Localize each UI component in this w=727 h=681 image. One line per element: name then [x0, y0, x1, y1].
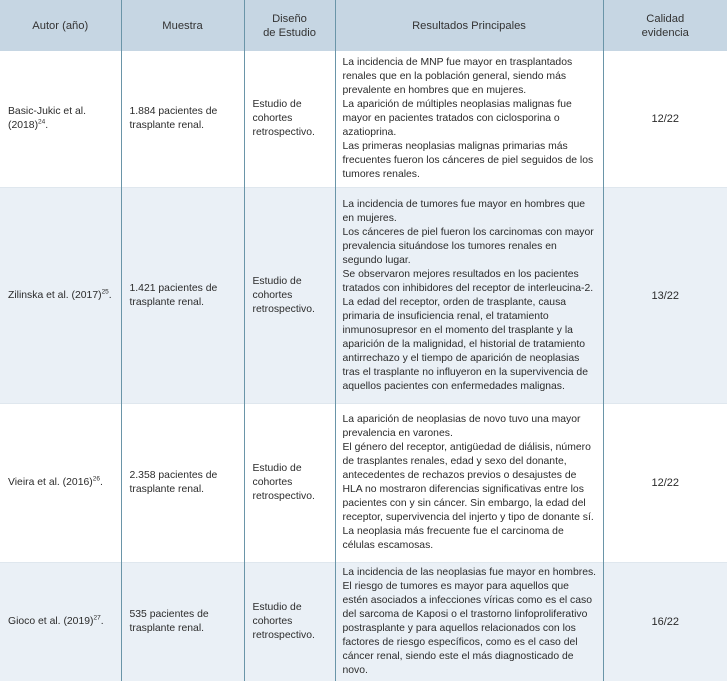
table-row	[0, 188, 727, 404]
author-cell: Basic-Jukic et al. $(2018)^{24}$.	[0, 51, 121, 188]
header-row	[0, 0, 727, 51]
result-line: La edad del receptor, orden de trasplante, causa primaria de insuficiencia renal, el tratamiento inmunosupresor en el momento del trasplante y la aparición de la malignidad, el historial de tratamiento antirrechazo y el tiempo de aparición de neoplasias tras el trasplante no influyeron en la supervivencia de aquellos pacientes con enfermedades malignas.	[343, 296, 597, 394]
design-cell: Estudio de cohortes retrospectivo.	[244, 188, 335, 404]
result-line: La incidencia de las neoplasias fue mayor en hombres.	[343, 566, 597, 580]
author-name: Zilinska et al. (2017)	[8, 290, 102, 301]
result-line: La aparición de múltiples neoplasias malignas fue mayor en pacientes tratados con ciclosporina o azatioprina.	[343, 98, 597, 140]
result-line: Se observaron mejores resultados en los pacientes tratados con inhibidores del receptor de interleucina-2.	[343, 268, 597, 296]
header-results	[335, 0, 603, 51]
header-author	[0, 0, 121, 51]
header-design-label-2: de Estudio	[249, 26, 331, 40]
header-sample-label: Muestra	[126, 19, 240, 33]
quality-cell: 16/22	[603, 563, 727, 681]
results-cell	[335, 51, 603, 188]
table-row	[0, 404, 727, 563]
sample-cell: 2.358 pacientes de trasplante renal.	[121, 404, 244, 563]
result-line: El género del receptor, antigüedad de diálisis, número de trasplantes renales, edad y sexo del donante, antecedentes de rechazos previos o desajustes de HLA no mostraron diferencias significativas entre los pacientes con y sin cáncer. Sin embargo, la edad del receptor, supervivencia del injerto y tipo de donante sí.	[343, 441, 597, 525]
author-name: Vieira et al. (2016)	[8, 477, 93, 488]
header-quality-label-1: Calidad	[608, 12, 724, 26]
table-row	[0, 563, 727, 681]
design-cell: Estudio de cohortes retrospectivo.	[244, 51, 335, 188]
sample-cell: 1.884 pacientes de trasplante renal.	[121, 51, 244, 188]
header-sample	[121, 0, 244, 51]
author-cell: Zilinska et al. $(2017)^{25}$.	[0, 188, 121, 404]
header-results-label: Resultados Principales	[340, 19, 599, 33]
results-cell	[335, 188, 603, 404]
result-line: La incidencia de MNP fue mayor en trasplantados renales que en la población general, siendo más prevalente en hombres que en mujeres.	[343, 56, 597, 98]
result-line: La aparición de neoplasias de novo tuvo una mayor prevalencia en varones.	[343, 413, 597, 441]
author-cell: Gioco et al. $(2019)^{27}$.	[0, 563, 121, 681]
author-cell: Vieira et al. $(2016)^{26}$.	[0, 404, 121, 563]
header-author-label: Autor (año)	[4, 19, 117, 33]
header-quality-label-2: evidencia	[608, 26, 724, 40]
quality-cell: 12/22	[603, 404, 727, 563]
result-line: Las primeras neoplasias malignas primarias más frecuentes fueron los cánceres de piel seguidos de los tumores renales.	[343, 140, 597, 182]
author-name: Gioco et al. (2019)	[8, 616, 93, 627]
header-design	[244, 0, 335, 51]
reference-number: 25	[102, 288, 109, 295]
reference-number: 26	[93, 476, 100, 483]
author-name: Basic-Jukic et al. (2018)	[8, 106, 86, 131]
result-line: Los cánceres de piel fueron los carcinomas con mayor prevalencia situándose los tumores renales en segundo lugar.	[343, 226, 597, 268]
quality-cell: 12/22	[603, 51, 727, 188]
sample-cell: 535 pacientes de trasplante renal.	[121, 563, 244, 681]
sample-cell: 1.421 pacientes de trasplante renal.	[121, 188, 244, 404]
result-line: El riesgo de tumores es mayor para aquellos que estén asociados a infecciones víricas como es el caso del sarcoma de Kaposi o el trastorno linfoproliferativo postrasplante y para aquellos relacionados con los factores de riesgo específicos, como es el caso del cáncer renal, siendo este el más diagnosticado de novo.	[343, 580, 597, 678]
header-quality	[603, 0, 727, 51]
results-cell	[335, 563, 603, 681]
design-cell: Estudio de cohortes retrospectivo.	[244, 404, 335, 563]
reference-number: 24	[38, 119, 45, 126]
header-design-label-1: Diseño	[249, 12, 331, 26]
result-line: La neoplasia más frecuente fue el carcinoma de células escamosas.	[343, 525, 597, 553]
design-cell: Estudio de cohortes retrospectivo.	[244, 563, 335, 681]
quality-cell: 13/22	[603, 188, 727, 404]
table-row	[0, 51, 727, 188]
result-line: La incidencia de tumores fue mayor en hombres que en mujeres.	[343, 198, 597, 226]
reference-number: 27	[93, 615, 100, 622]
results-cell	[335, 404, 603, 563]
